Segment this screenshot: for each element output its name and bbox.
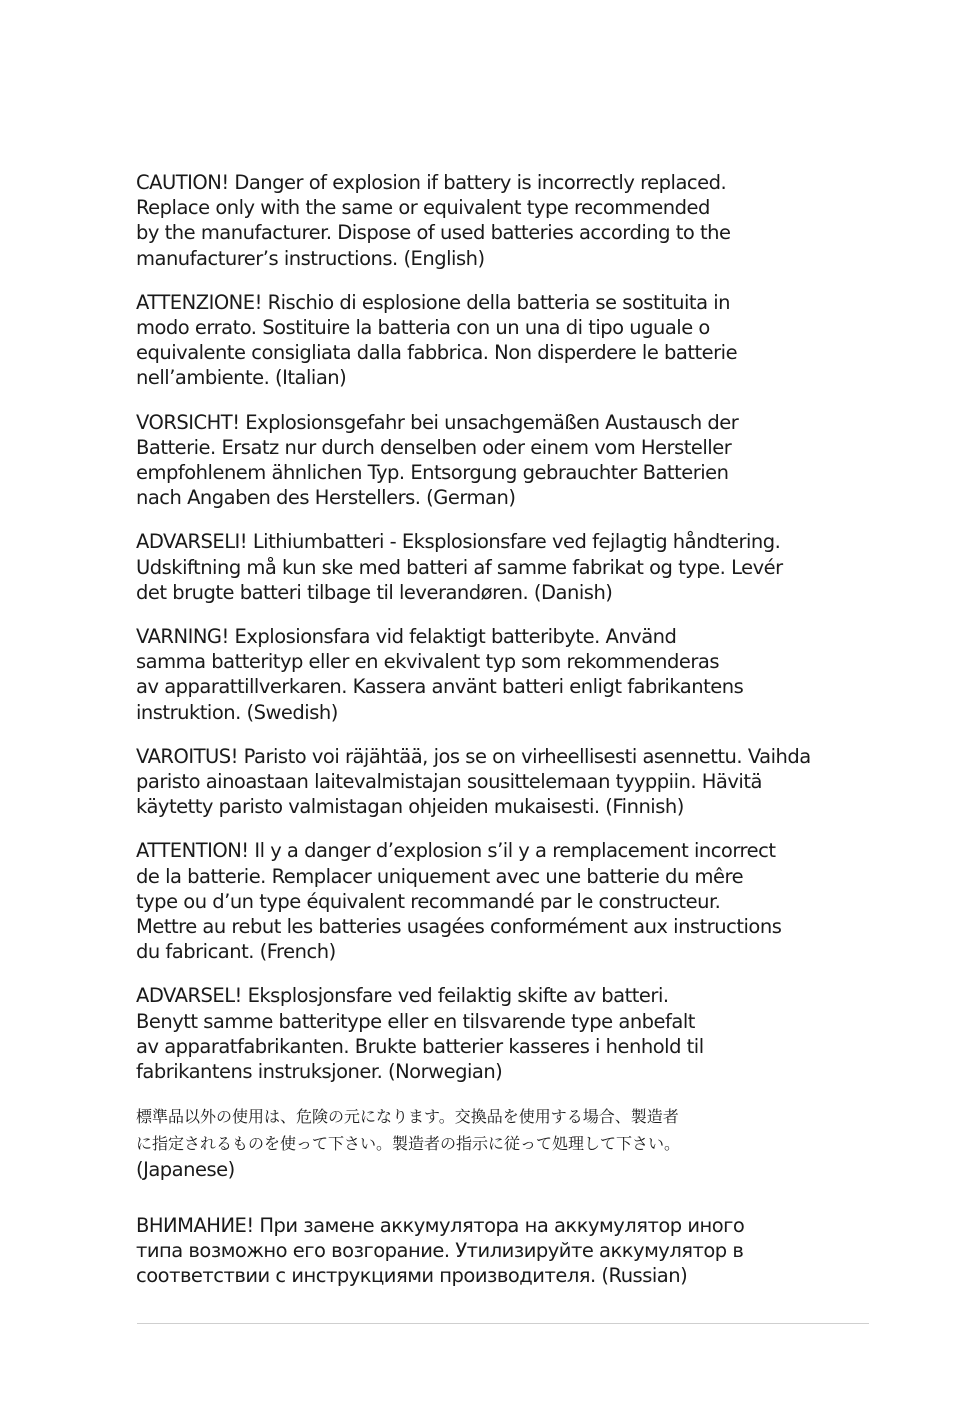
warning-line: Mettre au rebut les batteries usagées conformément aux instructions (136, 915, 782, 939)
warning-line: VORSICHT! Explosionsgefahr bei unsachgemäßen Austausch der (136, 410, 739, 434)
warning-norwegian (136, 983, 836, 1084)
warning-line: av apparattillverkaren. Kassera använt batteri enligt fabrikantens (136, 675, 744, 699)
warning-french (136, 838, 836, 964)
warning-line: equivalente consigliata dalla fabbrica. Non disperdere le batterie (136, 341, 738, 365)
warning-line: CAUTION! Danger of explosion if battery is incorrectly replaced. (136, 171, 727, 194)
warning-line: ADVARSELI! Lithiumbatteri - Eksplosionsfare ved fejlagtig håndtering. (136, 530, 781, 554)
warning-line: VAROITUS! Paristo voi räjähtää, jos se on virheellisesti asennettu. Vaihda (136, 744, 811, 768)
warning-line: by the manufacturer. Dispose of used batteries according to the (136, 221, 731, 245)
warning-line: samma batterityp eller en ekvivalent typ som rekommenderas (136, 650, 720, 674)
warning-italian (136, 290, 836, 391)
footer-divider (137, 1323, 869, 1324)
warning-line: VARNING! Explosionsfara vid felaktigt batteribyte. Använd (136, 625, 677, 649)
warning-line: paristo ainoastaan laitevalmistajan sousittelemaan tyyppiin. Hävitä (136, 770, 762, 794)
warning-line: käytetty paristo valmistagan ohjeiden mukaisesti. (Finnish) (136, 795, 684, 819)
warning-line: du fabricant. (French) (136, 940, 336, 964)
warning-russian (136, 1213, 836, 1289)
warning-line: Replace only with the same or equivalent type recommended (136, 196, 710, 220)
warning-line: empfohlenem ähnlichen Typ. Entsorgung gebrauchter Batterien (136, 461, 729, 485)
warning-line: type ou d’un type équivalent recommandé par le constructeur. (136, 889, 721, 913)
warning-line: instruktion. (Swedish) (136, 700, 338, 724)
warning-english (136, 170, 836, 271)
warning-line: соответствии с инструкциями производителя. (Russian) (136, 1263, 688, 1287)
warning-line: nach Angaben des Herstellers. (German) (136, 486, 516, 510)
warning-line: manufacturer’s instructions. (English) (136, 246, 485, 270)
warning-line: modo errato. Sostituire la batteria con un una di tipo uguale o (136, 316, 710, 340)
warning-finnish (136, 744, 836, 820)
warning-line: ATTENZIONE! Rischio di esplosione della batteria se sostituita in (136, 290, 731, 314)
warning-german (136, 410, 836, 511)
warning-line: ADVARSEL! Eksplosjonsfare ved feilaktig skifte av batteri. (136, 984, 669, 1008)
warning-line-japanese: 標準品以外の使用は、危険の元になります。交換品を使用する場合、製造者 (136, 1107, 679, 1127)
warning-line: av apparatfabrikanten. Brukte batterier kasseres i henhold til (136, 1034, 704, 1058)
warning-japanese (136, 1103, 836, 1182)
warning-line: det brugte batteri tilbage til leverandøren. (Danish) (136, 580, 613, 604)
warning-swedish (136, 624, 836, 725)
warning-danish (136, 529, 836, 605)
warning-language-label: (Japanese) (136, 1158, 235, 1182)
warning-line: Batterie. Ersatz nur durch denselben oder einem vom Hersteller (136, 435, 732, 459)
warning-line: nell’ambiente. (Italian) (136, 366, 347, 390)
warning-line: fabrikantens instruksjoner. (Norwegian) (136, 1060, 503, 1084)
warning-line: ATTENTION! Il y a danger d’explosion s’il y a remplacement incorrect (136, 839, 776, 863)
warning-line: типа возможно его возгорание. Утилизируйте аккумулятор в (136, 1238, 744, 1262)
warning-line-japanese: に指定されるものを使って下さい。製造者の指示に従って処理して下さい。 (136, 1134, 681, 1154)
warning-line: de la batterie. Remplacer uniquement avec une batterie du mêre (136, 864, 744, 888)
warning-line: Benytt samme batteritype eller en tilsvarende type anbefalt (136, 1009, 695, 1033)
warning-line: Udskiftning må kun ske med batteri af samme fabrikat og type. Levér (136, 555, 783, 579)
battery-warnings (136, 170, 836, 1307)
warning-line: ВНИМАНИЕ! При замене аккумулятора на аккумулятор иного (136, 1213, 745, 1237)
